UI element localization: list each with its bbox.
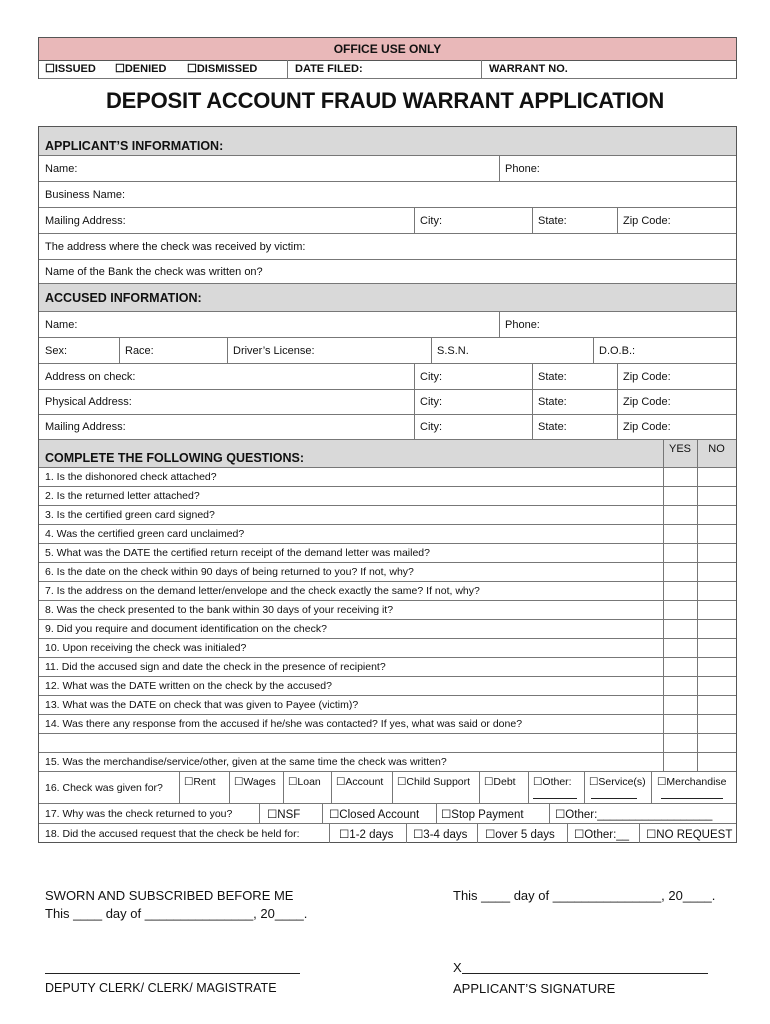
- business-name-field[interactable]: Business Name:: [45, 188, 126, 201]
- no-answer-cell[interactable]: [697, 544, 736, 562]
- yes-answer-cell[interactable]: [663, 696, 697, 714]
- main-form: [38, 126, 737, 843]
- q17-row: 17. Why was the check returned to you? ☐NSF ☐Closed Account ☐Stop Payment ☐Other:__________________: [39, 804, 736, 824]
- yes-column-header: YES: [668, 443, 691, 455]
- no-answer-cell[interactable]: [697, 753, 736, 771]
- question-row: [39, 582, 736, 601]
- q16-debt-checkbox[interactable]: ☐Debt: [484, 776, 516, 788]
- q16-child-support-checkbox[interactable]: ☐Child Support: [397, 776, 471, 788]
- warrant-no-label: WARRANT NO.: [489, 63, 568, 75]
- mailing-city-field[interactable]: City:: [420, 421, 442, 433]
- bank-name-field[interactable]: Name of the Bank the check was written on?: [45, 265, 263, 278]
- yes-answer-cell[interactable]: [663, 753, 697, 771]
- q16-account-checkbox[interactable]: ☐Account: [336, 776, 384, 788]
- question-row: [39, 639, 736, 658]
- question-row: [39, 468, 736, 487]
- q18-3-4-days-checkbox[interactable]: ☐3-4 days: [413, 829, 468, 841]
- page-title: DEPOSIT ACCOUNT FRAUD WARRANT APPLICATION: [105, 88, 665, 113]
- question-row: [39, 525, 736, 544]
- accused-phone-field[interactable]: Phone:: [505, 318, 540, 331]
- applicant-phone-field[interactable]: Phone:: [505, 162, 540, 175]
- applicant-mailing-field[interactable]: Mailing Address:: [45, 214, 126, 227]
- question-row: [39, 753, 736, 772]
- question-text: 11. Did the accused sign and date the check in the presence of recipient?: [45, 661, 386, 673]
- yes-answer-cell[interactable]: [663, 544, 697, 562]
- yes-answer-cell[interactable]: [663, 658, 697, 676]
- q17-other-checkbox[interactable]: ☐Other:__________________: [555, 809, 713, 821]
- signature-x-mark: X: [453, 960, 462, 975]
- check-state-field[interactable]: State:: [538, 370, 567, 383]
- no-answer-cell[interactable]: [697, 715, 736, 733]
- physical-state-field[interactable]: State:: [538, 396, 567, 408]
- drivers-license-field[interactable]: Driver’s License:: [233, 344, 315, 357]
- question-row: [39, 544, 736, 563]
- question-text: 9. Did you require and document identification on the check?: [45, 623, 327, 635]
- applicant-state-field[interactable]: State:: [538, 214, 567, 227]
- q18-row: 18. Did the accused request that the check be held for: ☐1-2 days ☐3-4 days ☐over 5 days ☐Other:__ ☐NO REQUEST: [39, 824, 736, 843]
- yes-answer-cell[interactable]: [663, 487, 697, 505]
- yes-answer-cell[interactable]: [663, 601, 697, 619]
- business-name-row: [39, 182, 736, 208]
- applicant-section-header: APPLICANT’S INFORMATION:: [39, 127, 736, 156]
- applicant-date-line[interactable]: This ____ day of _______________, 20____.: [453, 888, 716, 903]
- applicant-mailing-row: [39, 208, 736, 234]
- q16-rent-checkbox[interactable]: ☐Rent: [184, 776, 216, 788]
- no-answer-cell[interactable]: [697, 639, 736, 657]
- accused-name-field[interactable]: Name:: [45, 318, 78, 331]
- question-row: [39, 506, 736, 525]
- applicant-city-field[interactable]: City:: [420, 214, 442, 227]
- q16-services-checkbox[interactable]: ☐Service(s): [589, 776, 646, 788]
- question-text: 12. What was the DATE written on the check by the accused?: [45, 680, 332, 692]
- mailing-state-field[interactable]: State:: [538, 421, 567, 433]
- question-row: [39, 658, 736, 677]
- question-text: 7. Is the address on the demand letter/envelope and the check exactly the same? If not, why?: [45, 585, 480, 597]
- question-text: 14. Was there any response from the accused if he/she was contacted? If yes, what was said or done?: [45, 718, 523, 730]
- q18-other-checkbox[interactable]: ☐Other:__: [574, 829, 630, 841]
- applicant-zip-field[interactable]: Zip Code:: [623, 214, 671, 227]
- date-filed-label: DATE FILED:: [295, 63, 363, 75]
- no-answer-cell[interactable]: [697, 563, 736, 581]
- sworn-statement: SWORN AND SUBSCRIBED BEFORE ME: [45, 888, 294, 903]
- yes-answer-cell[interactable]: [663, 639, 697, 657]
- address-received-field[interactable]: The address where the check was received by victim:: [45, 240, 306, 253]
- applicant-name-row: [39, 156, 736, 182]
- q17-stop-payment-checkbox[interactable]: ☐Stop Payment: [441, 809, 524, 821]
- check-city-field[interactable]: City:: [420, 370, 442, 383]
- applicant-signature-line[interactable]: [462, 973, 708, 974]
- q16-wages-checkbox[interactable]: ☐Wages: [234, 776, 276, 788]
- address-on-check-field[interactable]: Address on check:: [45, 370, 136, 383]
- physical-zip-field[interactable]: Zip Code:: [623, 396, 671, 408]
- no-answer-cell[interactable]: [697, 696, 736, 714]
- accused-mailing-field[interactable]: Mailing Address:: [45, 421, 126, 433]
- physical-address-field[interactable]: Physical Address:: [45, 396, 132, 408]
- yes-answer-cell[interactable]: [663, 563, 697, 581]
- yes-answer-cell[interactable]: [663, 506, 697, 524]
- yes-answer-cell[interactable]: [663, 734, 697, 752]
- question-text: [39, 734, 663, 752]
- question-text: 5. What was the DATE the certified return receipt of the demand letter was mailed?: [45, 547, 430, 559]
- q16-row: 16. Check was given for? ☐Rent ☐Wages ☐Loan ☐Account ☐Child Support ☐Debt ☐Other: ☐Service(s) ☐Merchandise: [39, 772, 736, 804]
- no-answer-cell[interactable]: [697, 658, 736, 676]
- yes-answer-cell[interactable]: [663, 620, 697, 638]
- no-answer-cell[interactable]: [697, 734, 736, 752]
- mailing-zip-field[interactable]: Zip Code:: [623, 421, 671, 433]
- yes-answer-cell[interactable]: [663, 582, 697, 600]
- no-answer-cell[interactable]: [697, 582, 736, 600]
- q16-other-checkbox[interactable]: ☐Other:: [533, 776, 572, 788]
- q17-closed-account-checkbox[interactable]: ☐Closed Account: [329, 809, 420, 821]
- no-answer-cell[interactable]: [697, 487, 736, 505]
- clerk-signature-line[interactable]: [45, 973, 300, 974]
- dismissed-checkbox[interactable]: ☐DISMISSED: [187, 63, 258, 75]
- no-answer-cell[interactable]: [697, 620, 736, 638]
- address-on-check-row: [39, 364, 736, 390]
- no-answer-cell[interactable]: [697, 468, 736, 486]
- question-text: 2. Is the returned letter attached?: [45, 490, 200, 502]
- ssn-field[interactable]: S.S.N.: [437, 344, 469, 357]
- yes-answer-cell[interactable]: [663, 525, 697, 543]
- office-use-header: OFFICE USE ONLY: [39, 38, 736, 61]
- yes-answer-cell[interactable]: [663, 468, 697, 486]
- q17-nsf-checkbox[interactable]: ☐NSF: [267, 809, 301, 821]
- q18-over-5-days-checkbox[interactable]: ☐over 5 days: [485, 829, 555, 841]
- q18-1-2-days-checkbox[interactable]: ☐1-2 days: [339, 829, 394, 841]
- question-text: 15. Was the merchandise/service/other, given at the same time the check was written?: [45, 756, 447, 768]
- accused-section-header: ACCUSED INFORMATION:: [39, 284, 736, 312]
- question-row: [39, 677, 736, 696]
- no-answer-cell[interactable]: [697, 506, 736, 524]
- dob-field[interactable]: D.O.B.:: [599, 344, 636, 357]
- question-row: [39, 715, 736, 734]
- denied-checkbox[interactable]: ☐DENIED: [115, 63, 167, 75]
- deputy-clerk-label: DEPUTY CLERK/ CLERK/ MAGISTRATE: [45, 981, 277, 995]
- sex-field[interactable]: Sex:: [45, 344, 68, 357]
- no-answer-cell[interactable]: [697, 525, 736, 543]
- accused-details-row: [39, 338, 736, 364]
- no-answer-cell[interactable]: [697, 677, 736, 695]
- question-row: [39, 696, 736, 715]
- question-text: 8. Was the check presented to the bank within 30 days of your receiving it?: [45, 604, 394, 616]
- question-text: 13. What was the DATE on check that was given to Payee (victim)?: [45, 699, 359, 711]
- q18-no-request-checkbox[interactable]: ☐NO REQUEST: [646, 829, 733, 841]
- question-text: 6. Is the date on the check within 90 days of being returned to you? If not, why?: [45, 566, 414, 578]
- applicant-signature-label: APPLICANT’S SIGNATURE: [453, 981, 616, 996]
- questions-section-header: COMPLETE THE FOLLOWING QUESTIONS: YES NO: [39, 440, 736, 468]
- address-received-row: [39, 234, 736, 260]
- q16-merchandise-checkbox[interactable]: ☐Merchandise: [657, 776, 727, 788]
- office-use-box: [38, 37, 737, 79]
- question-text: 4. Was the certified green card unclaimed?: [45, 528, 245, 540]
- sworn-date-line[interactable]: This ____ day of _______________, 20____.: [45, 906, 308, 921]
- physical-city-field[interactable]: City:: [420, 396, 442, 408]
- q16-loan-checkbox[interactable]: ☐Loan: [288, 776, 321, 788]
- office-use-row: [39, 60, 736, 79]
- check-zip-field[interactable]: Zip Code:: [623, 370, 671, 383]
- accused-mailing-row: [39, 415, 736, 440]
- question-text: 1. Is the dishonored check attached?: [45, 471, 217, 483]
- question-text: 10. Upon receiving the check was initialed?: [45, 642, 247, 654]
- race-field[interactable]: Race:: [125, 344, 154, 357]
- question-row: [39, 601, 736, 620]
- physical-address-row: [39, 390, 736, 415]
- yes-answer-cell[interactable]: [663, 715, 697, 733]
- question-row: [39, 620, 736, 639]
- question-text: 3. Is the certified green card signed?: [45, 509, 215, 521]
- applicant-name-field[interactable]: Name:: [45, 162, 78, 175]
- question-row: [39, 734, 736, 753]
- question-row: [39, 563, 736, 582]
- no-column-header: NO: [708, 443, 725, 455]
- bank-name-row: [39, 260, 736, 284]
- yes-answer-cell[interactable]: [663, 677, 697, 695]
- question-row: [39, 487, 736, 506]
- accused-name-row: [39, 312, 736, 338]
- issued-checkbox[interactable]: ☐ISSUED: [45, 63, 96, 75]
- no-answer-cell[interactable]: [697, 601, 736, 619]
